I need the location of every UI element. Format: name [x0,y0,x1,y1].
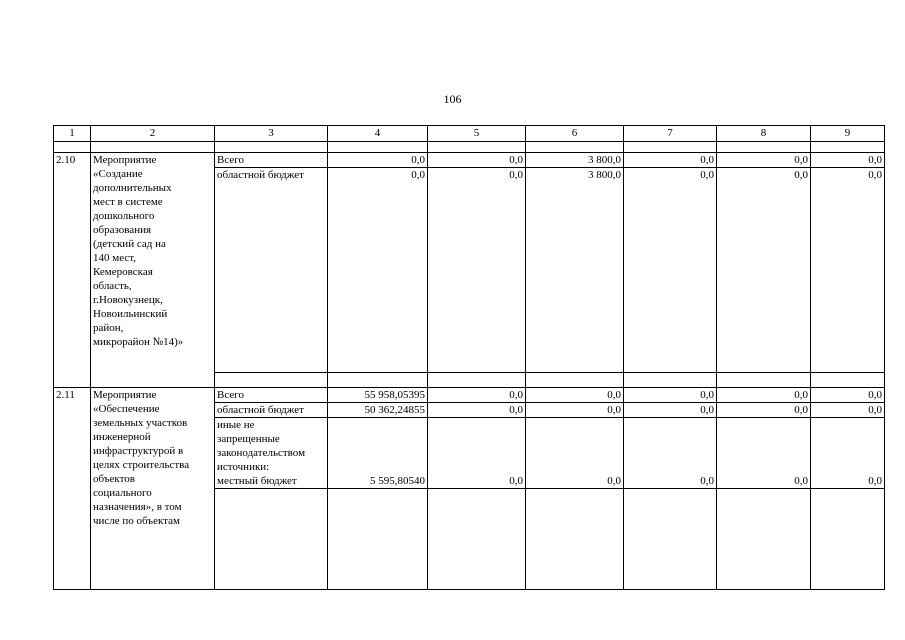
item-title: Мероприятие «Обеспечение земельных участков инженерной инфраструктурой в целях строительства объектов социального назначения», в том числе по объектам [91,388,215,590]
value-cell: 3 800,0 [526,153,624,168]
value-cell: 0,0 [624,153,717,168]
value-cell: 0,0 [526,388,624,403]
value-cell: 5 595,80540 [328,418,428,489]
value-cell: 0,0 [328,168,428,373]
value-cell: 0,0 [624,388,717,403]
header-cell: 2 [91,126,215,142]
value-cell: 0,0 [624,418,717,489]
header-cell: 3 [215,126,328,142]
value-cell: 0,0 [717,153,811,168]
item-title: Мероприятие «Создание дополнительных мест в системе дошкольного образования (детский сад на 140 мест, Кемеровская область, г.Новокузнецк, Новоильинский район, микрорайон №14)» [91,153,215,388]
item-number: 2.11 [54,388,91,590]
item-number: 2.10 [54,153,91,388]
value-cell: 3 800,0 [526,168,624,373]
spacer-row [54,142,885,153]
header-cell: 7 [624,126,717,142]
value-cell: 0,0 [811,418,885,489]
header-cell: 6 [526,126,624,142]
funding-source: Всего [215,153,328,168]
value-cell: 0,0 [717,168,811,373]
funding-source: областной бюджет [215,403,328,418]
budget-table [53,125,885,590]
value-cell: 0,0 [624,403,717,418]
header-cell: 8 [717,126,811,142]
value-cell: 0,0 [811,168,885,373]
table-row [54,153,885,168]
header-cell: 1 [54,126,91,142]
header-cell: 5 [428,126,526,142]
value-cell: 0,0 [717,403,811,418]
value-cell: 0,0 [717,388,811,403]
value-cell: 0,0 [717,418,811,489]
header-cell: 9 [811,126,885,142]
funding-source: Всего [215,388,328,403]
value-cell: 0,0 [526,403,624,418]
value-cell: 0,0 [428,168,526,373]
value-cell: 0,0 [428,388,526,403]
value-cell: 0,0 [428,403,526,418]
value-cell: 0,0 [328,153,428,168]
value-cell: 0,0 [428,153,526,168]
header-cell: 4 [328,126,428,142]
header-row [54,126,885,142]
value-cell: 0,0 [811,153,885,168]
page-number: 106 [443,92,462,106]
funding-source: областной бюджет [215,168,328,373]
value-cell: 50 362,24855 [328,403,428,418]
value-cell: 0,0 [811,403,885,418]
table-row [54,388,885,403]
value-cell: 0,0 [624,168,717,373]
value-cell: 55 958,05395 [328,388,428,403]
value-cell: 0,0 [428,418,526,489]
value-cell: 0,0 [811,388,885,403]
value-cell: 0,0 [526,418,624,489]
funding-source: иные не запрещенные законодательством источники: местный бюджет [215,418,328,489]
